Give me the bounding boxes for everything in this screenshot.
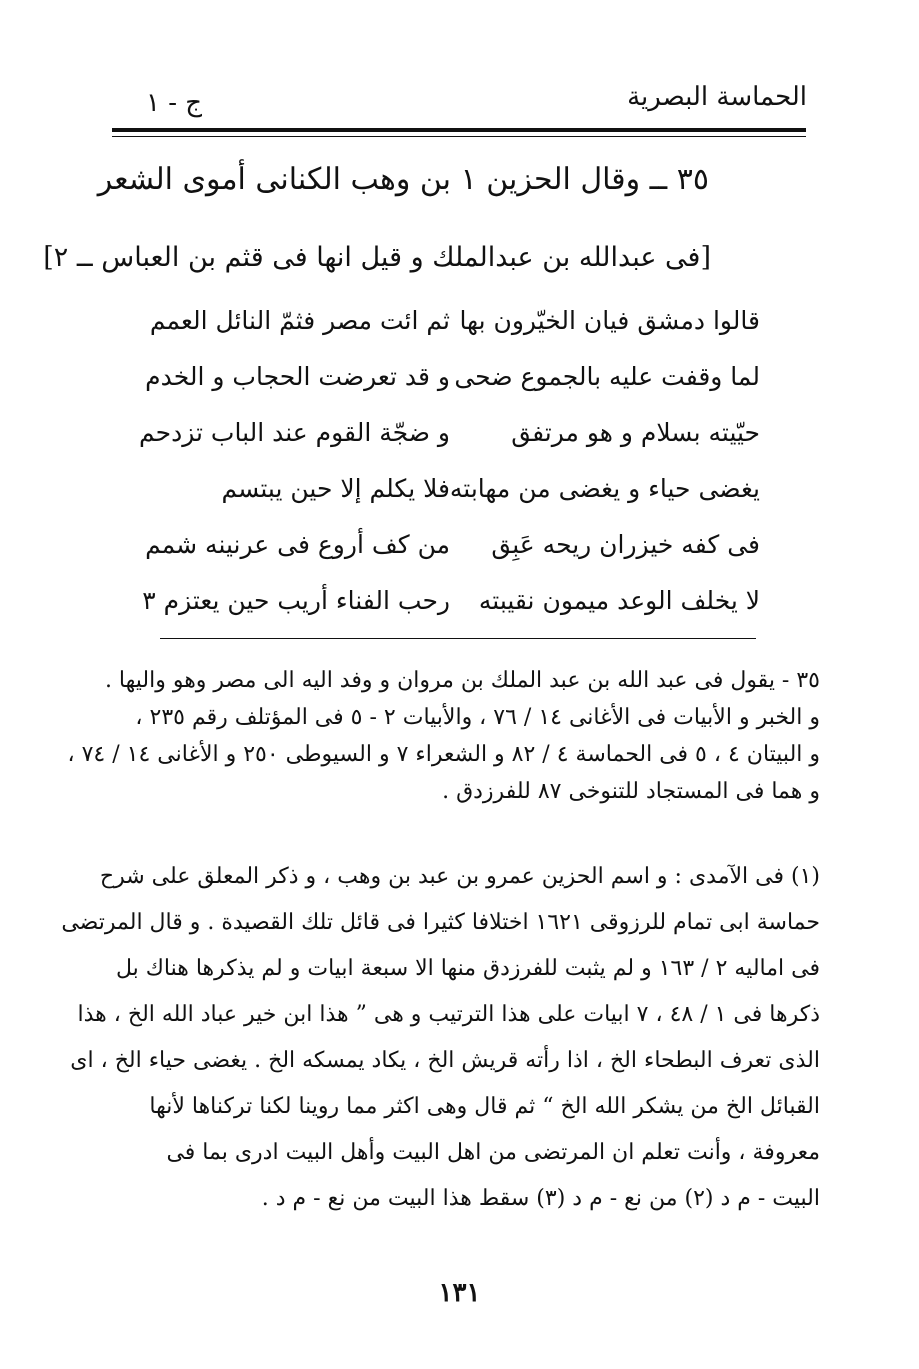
verse-first-hemistich: لا يخلف الوعد ميمون نقيبته [478, 586, 760, 615]
verse-line [142, 586, 760, 626]
verse-line [145, 530, 760, 570]
running-header-title: الحماسة البصرية [627, 82, 807, 112]
verse-line [145, 362, 760, 402]
running-header-volume: ج - ١ [146, 88, 203, 118]
verse-second-hemistich: و ضجّة القوم عند الباب تزدحم [139, 418, 450, 447]
commentary-line: ٣٥ - يقول فى عبد الله بن عبد الملك بن مروان و وفد اليه الى مصر وهو واليها . [104, 668, 820, 693]
commentary-line: و البيتان ٤ ، ٥ فى الحماسة ٤ / ٨٢ و الشعراء ٧ و السيوطى ٢٥٠ و الأغانى ١٤ / ٧٤ ، [67, 742, 820, 767]
verse-first-hemistich: قالوا دمشق فيان الخيّرون بها [459, 306, 760, 335]
header-rule-thin [112, 136, 806, 137]
verse-line [149, 306, 760, 346]
footnote-line: معروفة ، وأنت تعلم ان المرتضى من اهل البيت وأهل البيت ادرى بما فى [166, 1140, 820, 1165]
footnote-line: فى اماليه ٢ / ١٦٣ و لم يثبت للفرزدق منها الا سبعة ابيات و لم يذكرها هناك بل [115, 956, 820, 981]
commentary-block [67, 662, 820, 810]
footnote-line: الذى تعرف البطحاء الخ ، اذا رأته قريش الخ ، يكاد يمسكه الخ . يغضى حياء الخ ، اى [70, 1048, 820, 1073]
footnote-line: القبائل الخ من يشكر الله الخ “ ثم قال وهى اكثر مما روينا لكنا تركناها لأنها [149, 1094, 820, 1119]
verse-first-hemistich: حيّيته بسلام و هو مرتفق [511, 418, 760, 447]
verse-line [160, 474, 760, 514]
footnote-line: (١) فى الآمدى : و اسم الحزين عمرو بن عبد بن وهب ، و ذكر المعلق على شرح [99, 864, 820, 889]
poem-subtitle: [فى عبدالله بن عبدالملك و قيل انها فى قثم بن العباس ــ ٢] [43, 242, 711, 273]
commentary-line: و هما فى المستجاد للتنوخى ٨٧ للفرزدق . [442, 779, 820, 804]
verse-first-hemistich: فى كفه خيزران ريحه عَبِق [491, 530, 760, 559]
verse-second-hemistich: من كف أروع فى عرنينه شمم [145, 530, 450, 559]
poem-separator-rule [160, 638, 756, 639]
footnote-line: ذكرها فى ١ / ٤٨ ، ٧ ابيات على هذا الترتيب و هى ” هذا ابن خير عباد الله الخ ، هذا [77, 1002, 820, 1027]
footnote-line: البيت - م د (٢) من نع - م د (٣) سقط هذا البيت من نع - م د . [261, 1186, 820, 1211]
verse-second-hemistich: و قد تعرضت الحجاب و الخدم [145, 362, 450, 391]
footnotes-block [61, 854, 820, 1222]
footnote-line: حماسة ابى تمام للرزوقى ١٦٢١ اختلافا كثيرا فى قائل تلك القصيدة . و قال المرتضى [61, 910, 820, 935]
verse-first-hemistich: يغضى حياء و يغضى من مهابته [449, 474, 760, 503]
verse-second-hemistich: رحب الفناء أريب حين يعتزم ٣ [142, 586, 450, 615]
poem-title: ٣٥ ــ وقال الحزين ١ بن وهب الكنانى أموى الشعر [97, 162, 709, 197]
verse-second-hemistich: فلا يكلم إلا حين يبتسم [221, 474, 450, 503]
header-rule-thick [112, 128, 806, 132]
verse-line [139, 418, 760, 458]
verse-first-hemistich: لما وقفت عليه بالجموع ضحى [454, 362, 760, 391]
verse-second-hemistich: ثم ائت مصر فثمّ النائل العمم [149, 306, 450, 335]
page-number: ١٣١ [438, 1278, 481, 1308]
commentary-line: و الخبر و الأبيات فى الأغانى ١٤ / ٧٦ ، والأبيات ٢ - ٥ فى المؤتلف رقم ٢٣٥ ، [135, 705, 820, 730]
